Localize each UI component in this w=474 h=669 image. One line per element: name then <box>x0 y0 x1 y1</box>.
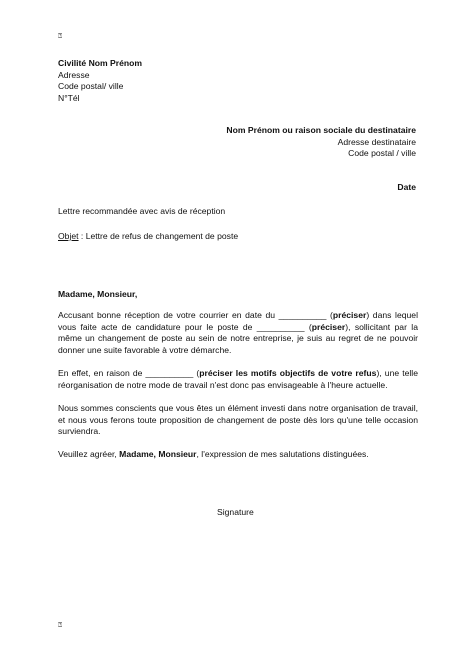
paragraph-acknowledgement <box>58 310 418 356</box>
paragraph2-text-2: ), une telle réorganisation de notre mode de travail n'est donc pas envisageable à l'heure actuelle. <box>58 368 418 390</box>
paragraph1-bold-2: préciser <box>311 321 346 332</box>
recipient-address: Adresse destinataire <box>337 136 416 147</box>
salutation: Madame, Monsieur, <box>58 289 138 299</box>
paragraph1-text-2: ) dans lequel vous faite acte de candidature pour le poste de __________ ( <box>58 310 418 332</box>
recipient-block <box>226 125 416 160</box>
closing-text-2: , l'expression de mes salutations distinguées. <box>196 449 369 459</box>
date-label: Date <box>397 182 416 192</box>
signature-label: Signature <box>217 507 254 517</box>
sender-phone: N°Tél <box>58 92 80 103</box>
delivery-note: Lettre recommandée avec avis de réception <box>58 206 226 216</box>
placeholder-glyph-bottom: ⍰ <box>58 621 63 629</box>
paragraph1-text-3: ), sollicitant par la même un changement de poste au sein de notre entreprise, je suis au regret de ne pouvoir donner une suite favorable à votre démarche. <box>58 321 418 355</box>
closing-text-1: Veuillez agréer, <box>58 449 120 459</box>
subject-separator: : <box>78 231 86 241</box>
paragraph-reason <box>58 368 418 391</box>
sender-name: Civilité Nom Prénom <box>58 58 143 68</box>
sender-postal: Code postal/ ville <box>58 81 124 91</box>
sender-address: Adresse <box>58 69 90 80</box>
recipient-postal: Code postal / ville <box>348 148 416 158</box>
paragraph-commitment: Nous sommes conscients que vous êtes un élément investi dans notre organisation de travail, et nous vous ferons toute proposition de changement de poste dès lors qu'une telle occasion surviendra. <box>58 403 418 436</box>
sender-block <box>58 58 142 104</box>
paragraph2-bold-1: préciser les motifs objectifs de votre refus <box>199 368 377 378</box>
subject-line <box>58 231 238 243</box>
closing-formula <box>58 449 418 461</box>
subject-text: Lettre de refus de changement de poste <box>85 231 239 241</box>
paragraph1-text-1: Accusant bonne réception de votre courrier en date du __________ ( <box>58 310 333 320</box>
subject-label: Objet <box>58 231 79 241</box>
paragraph1-bold-1: préciser <box>332 310 367 320</box>
recipient-name: Nom Prénom ou raison sociale du destinataire <box>226 125 416 135</box>
paragraph2-text-1: En effet, en raison de __________ ( <box>58 368 200 378</box>
placeholder-glyph-top: ⍰ <box>58 32 63 40</box>
closing-bold: Madame, Monsieur <box>119 449 197 459</box>
